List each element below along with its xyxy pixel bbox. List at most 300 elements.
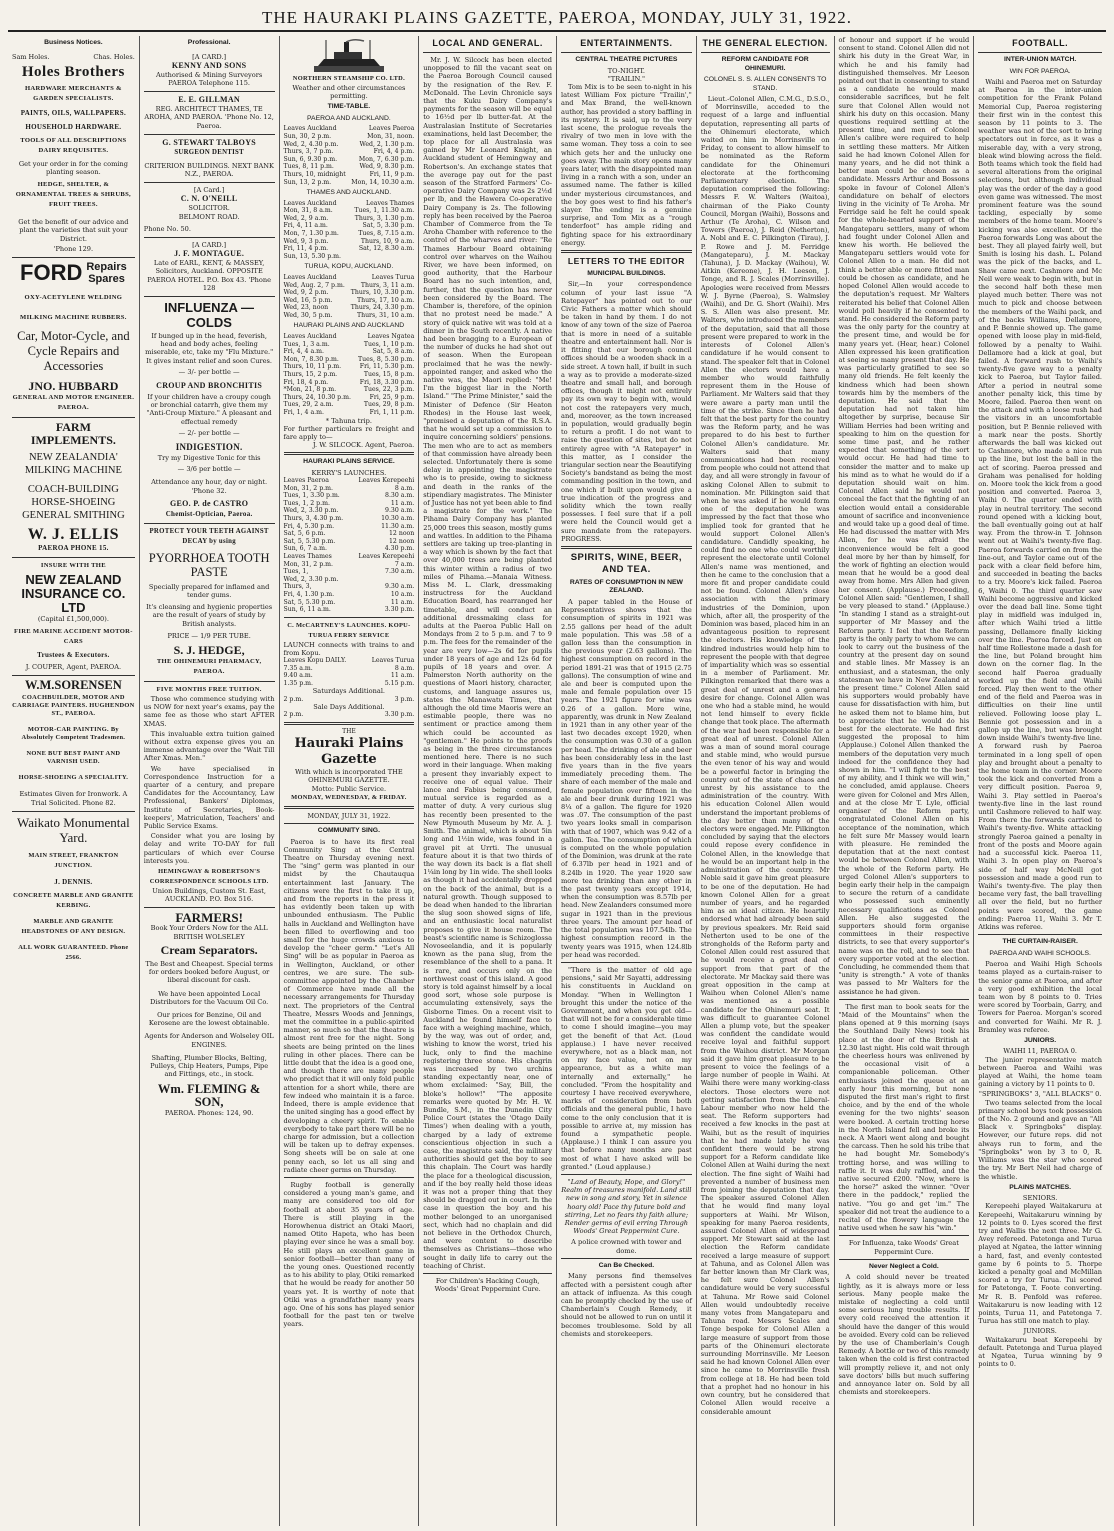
masthead-title: THE HAURAKI PLAINS GAZETTE, PAEROA, MONDAY, JULY 31, 1922. xyxy=(261,8,853,27)
oneill-ad xyxy=(144,183,275,238)
timetable-cell-left: Sun, 6, 11 a.m. xyxy=(283,606,331,614)
ship-text: The first man to book seats for the "Maid of the Mountains" when the plans opened at 9 this morning (says the Southland Daily News) took his place at the door of the British at 12.30 last night. His cold wait through the cheerless hours was enlivened by the occasional visit of a companionable policeman. Other enthusiasts joined the queue at an early hour this morning, but none disputed the first man's right to first choice, and by the end of the whole evening for the two nights' season were booked. A certain trotting horse in the North Island fell and broke its neck. A Maori went along and bought the carcass. Then he sold his tribe that he had bought Mr. Somebody's trotting horse, and was willing to raffle it. It was duly raffled, and the native secured £200. "Now, where is the horse?" asked the winner. "Over there in the paddock," replied the native. "You go and get 'im." The speaker did not treat the audience to a recital of the flowery language the native used when he saw his "win." xyxy=(838,1002,970,1233)
juniors-heading: JUNIORS. xyxy=(1024,1036,1057,1044)
election-heading: THE GENERAL ELECTION. xyxy=(702,38,828,48)
timetable-row xyxy=(284,711,415,719)
milking-rubbers: MILKING MACHINE RUBBERS. xyxy=(20,313,127,321)
marble: MARBLE AND GRANITE HEADSTONES OF ANY DESIGN. xyxy=(21,917,126,935)
union-buildings: Union Buildings, Custom St. East, AUCKLAND. P.O. Box 516. xyxy=(152,887,267,904)
weather-note: Weather and other circumstances permitting. xyxy=(292,84,406,101)
mccartney-launches: C. McCARTNEY'S LAUNCHES. KOPU-TURUA FERRY SERVICE xyxy=(287,621,411,639)
timetable-kerrys-thames xyxy=(284,561,415,614)
timetable-cell-right: 3.30 p.m. xyxy=(384,606,415,614)
holes-brothers-title: Holes Brothers xyxy=(21,63,125,80)
timetable-cell-left: *Mon, 21, 8 p.m. xyxy=(283,386,337,394)
sam-holes: Sam Holes. xyxy=(12,52,50,61)
timetable-cell-right: Fri, 1, 11 p.m. xyxy=(369,408,415,416)
timetable-cell-right: Tues, 1, 10 p.m. xyxy=(363,340,415,348)
timetable-cell-left: Thurs, 10, 11 p.m. xyxy=(283,363,342,371)
hauraki-service: HAURAKI PLAINS SERVICE. xyxy=(303,458,395,466)
masthead xyxy=(8,6,1106,32)
price-tube: PRICE — 1/9 PER TUBE. xyxy=(167,631,251,640)
tuition-text-1: Those who commence studying with us NOW for next year's exams, pay the same fee as those who start AFTER XMAS. xyxy=(143,695,275,728)
column-football xyxy=(974,36,1106,1526)
insure-with: INSURE WITH THE xyxy=(40,561,106,569)
guaranteed: ALL WORK GUARANTEED. Phone 2566. xyxy=(18,943,129,961)
timetable-cell-left: 9.40 a.m. xyxy=(283,672,313,680)
timetable-cell-right: 5.15 p.m. xyxy=(384,679,415,687)
election-text: Lieut.-Colonel Allen, C.M.G., D.S.O., of Morrinsville, acceded to the request of a large and influential deputation, representing all parts of the Ohinemuri electorate, which waited on him in Morrinsville on Friday, to consent to allow himself to be nominated as the Reform candidate for the Ohinemuri electorate at the forthcoming Parliamentary election. The deputation comprised the following: Messrs F. W. Walters (Waitoa), chairman of the Piako County Council, Morgan (Waihi), Bossons and Arthur (Te Aroha), C. Wilson and Towers (Paeroa), J. Reid (Netherton), A. Nobl and E. C. Pilkington (Tirau), J. P. Rowe and J. M. Ferridge (Mangateparu), J. M. Mackay (Tahuna), J. D. Mackay (Waihou), W. Aitkin (Kereone), J. H. Leeson, J. Tonge, and R. J. Scales (Morrinsville). Apologies were received from Messrs W. J. Byrne (Paeroa), S. Walmsley (Waihi), and Dr. G. Short (Waihi). Mrs S. S. Allen was also present. Mr. Walters, who introduced the members of the deputation, said that all those present were prepared to work in the interests of Colonel Allen's candidature if he would consent to stand. The speaker felt that in Colonel Allen the electors would have a member who would faithfully represent them in the House of Parliament. Mr Walters said that they were aware a party man until the time of the strike. Since then he had felt that the best party for the country was the Reform party, and he was prepared to do his best to further Colonel Allen's candidature. Mr. Walters said that many communications had been received from people who could not attend that day, and all were strongly in favour of asking Colonel Allen to submit to nomination. Mr. Pilkington said that when he was asked if he would form one of the deputation he was impressed by the fact that those who implied took for granted that he would support Colonel Allen's candidature. Candidly speaking, he could find no one who could worthily represent the electorate until Colonel Allen's name was mentioned, and then he came to the conclusion that a more fit and proper candidate could not be found. Colonel Allen's close association with the primary industries of the Dominion, upon which, after all, the prosperity of the Dominion was based, placed him in an advantageous position to represent the electors. His knowledge of the kindred industries would help him to represent the people with that degree of impartiality which was so essential in a member of Parliament. Mr. Pilkington remarked that there was a great deal of unrest and a general desire for change. Colonel Allen was one who had a stable mind, he would not lend himself to every fickle change that took place. The aftermath of the war had been responsible for a great deal of unrest. Colonel Allen was a man of sound moral courage and stable mind, who would pursue the even tenor of his way and would be a powerful factor in bringing the country out of the state of chaos and unrest by his assistance to the administration of the country. With his education Colonel Allen would understand the important problems of the day better than many of the electors were engaged. Mr. Pilkington concluded by saying that the electors could repose every confidence in Colonel Allen, in the knowledge that he would be an important help in the administration of the country. Mr Noble said it gave him great pleasure to be one of the deputation. He had known Colonel Allen for a great number of years, and he regarded him as an ideal citizen. He heartily endorsed what had already been said by previous speakers. Mr. Reid said Netherton used to be one of the strongholds of the Reform party and Colonel Allen could rest assured that he would receive a great deal of support from that part of the electorate. Mr Mackay said there was great opposition in the camp at Waihou when Colonel Allen's name was mentioned as a possible candidate for the Ohinemuri seat. It was difficult to guarantee Colonel Allen a plump vote, but the speaker was confident the candidate would receive loyal and faithful support from the Waihou district. Mr Morgan said it gave him great pleasure to be present to voice the feelings of a large number of people in Waihi. At Waihi there were many working-class electors. Those electors were not getting satisfaction from the Liberal-Labour member who now held the seat. The Reform supporters had received a few knocks in the past at Waihi, but as the result of inquiries that he had made lately he was confident there would be strong support for a Reform candidate like Colonel Allen at Waihi during the next election. The fine sight of Waihi had prevented a number of business men from joining the deputation that day. The speaker assured Colonel Allen that he would find many loyal supporters at Waihi. Mr Wilson, speaking for many Paeroa residents, assured Colonel Allen of widespread support. Mr Stewart said at the last election the Reform candidate received a large measure of support at Tahuna, and as Colonel Allen was far better known than Mr Clark was, he felt sure Colonel Allen's candidature would be very successful at Tahuna. Mr Rowe said Colonel Allen would undoubtedly receive many votes from Mangateparu and Tahuna road. Messrs Scales and Tonge bespoke for Colonel Allen a large measure of support from those parts of the Ohinemuri electorate surrounding Morrinsville. Mr Leeson said he had known Colonel Allen ever since he came to Morrinsville fresh from college at 18. He had been told that a prophet had no honour in his own country, but he considered that Colonel Allen would receive a considerable amount xyxy=(700,95,830,1416)
paints-line: PAINTS, OILS, WALLPAPERS. xyxy=(20,108,127,117)
timetable-turua xyxy=(284,282,415,320)
timetable-row xyxy=(284,485,415,493)
saturdays-additional: Saturdays Additional. xyxy=(312,687,386,696)
timetable-row xyxy=(284,545,415,553)
cream-separators: Cream Separators. xyxy=(160,942,258,957)
hedge-ad xyxy=(144,524,275,682)
timetable-row xyxy=(284,253,415,261)
timetable-cell-left: Sat, 5, 6 p.m. xyxy=(283,530,326,538)
timetable-row xyxy=(284,282,415,290)
oxy-line: OXY-ACETYLENE WELDING xyxy=(24,293,123,301)
columns xyxy=(8,36,1106,1526)
fleming-ad xyxy=(144,908,275,1121)
timetable-cell-right: Mon, 31, noon. xyxy=(367,133,415,140)
card-2: [A Card.] xyxy=(193,186,225,195)
thames-auckland: THAMES AND AUCKLAND. xyxy=(306,189,392,197)
timetable-cell-left: Wed, 9, 3 p.m. xyxy=(283,237,329,245)
timetable-row xyxy=(284,568,415,576)
farm-implements-ad xyxy=(12,418,135,558)
castro-name: GEO. P. de CASTRO xyxy=(169,498,249,508)
timetable-cell-left: Mon, 31, 2 p.m. xyxy=(283,484,333,492)
timetable-cell-right: Fri, 25, 9 p.m. xyxy=(369,393,415,401)
timetable-cell-right: Sat, 5, 8 a.m. xyxy=(372,348,415,356)
talboys-sub: SURGEON DENTIST xyxy=(174,148,244,156)
timetable-cell-left: Thurs, 3, 4.30 p.m. xyxy=(283,514,344,522)
hacking-cough-ad: For Children's Hacking Cough, Woods' Great Peppermint Cure. xyxy=(434,1277,541,1294)
pyorrhoea: PYORRHOEA TOOTH PASTE xyxy=(148,550,270,579)
timetable-cell-right: 12 noon xyxy=(389,530,415,538)
card-1: [A CARD.] xyxy=(192,52,227,61)
waikato-ad xyxy=(12,812,135,967)
entertainments-heading: ENTERTAINMENTS. xyxy=(580,38,673,48)
tt-head-6: Leaves Thames Leaves Kerepeehi xyxy=(283,552,415,560)
central-theatre: CENTRAL THEATRE PICTURES xyxy=(575,56,678,63)
turua-kopu: TURUA, KOPU, AUCKLAND. xyxy=(304,263,394,271)
car-repairs: Car, Motor-Cycle, and Cycle Repairs and Accessories xyxy=(17,328,130,373)
main-street: MAIN STREET, FRANKTON JUNCTION. xyxy=(28,851,119,869)
neglect-text: A cold should never be treated lightly, as it is always more or less serious. Many people make the mistake of neglecting a cold until some serious lung trouble results. If every cold received the attention it should have the danger of this would be avoided. Every cold can be relieved by the use of Chamberlain's Cough Remedy. A bottle or two of this remedy taken when the cold is first contracted will promptly relieve it, and not only save doctors' bills but much suffering and annoyance later on. Sold by all chemists and storekeepers. xyxy=(838,1273,970,1397)
column-timetables xyxy=(280,36,420,1526)
timetable-cell-left: Thurs, 3, 7 p.m. xyxy=(283,148,334,156)
timetable-cell-left: Tues, 1, xyxy=(283,568,309,576)
northern-steamship: NORTHERN STEAMSHIP CO. LTD. xyxy=(292,75,405,82)
ford-logo: FORD xyxy=(20,259,83,285)
ellis: W. J. ELLIS xyxy=(27,525,119,543)
timetable-cell-right: 10.30 a.m. xyxy=(381,514,415,522)
timetable-cell-right: Wed, 9, 8.30 p.m. xyxy=(359,163,415,171)
timetable-row xyxy=(284,523,415,531)
timetable-cell-right: Tues, 8, 5.30 p.m. xyxy=(358,355,415,363)
kerrys-launches: KERRY'S LAUNCHES. xyxy=(311,468,387,477)
timetable-cell-right: Tues, 1, 11.30 a.m. xyxy=(354,207,415,215)
local-general-text: Mr. J. W. Silcock has been elected unopposed to fill the vacant seat on the Paeroa Borough Council caused by the resignation of the Rev. F. McDonald. The Levin Chronicle says that the Kuku Dairy Company's payments for the season will be equal to 16½d per lb butter-fat. At the Australasian Institute of Secretaries examinations, held last December, the top place for all Australasia was gained by Mr Leonard Knight, an Auckland student of Hemingway and Robertson's. An exchange states that the average pay out for the past season of the Stratford Farmers' Co-operative Dairy Company was 2s 2½d per lb, and the Hawera Co-operative Dairy Company is 2s. The following reply has been received by the Paeroa Chamber of Commerce from the Te Aroha Chamber with reference to the control of the wharves and river: "Re Thames Harbour Board obtaining control over wharves on the Waihou River, we have been informed, on good authority, that the Harbour Board has no such intention, and, further, that the question has never been considered by the Board. The Chamber is, therefore, of the opinion that no protest need be made." A story of quick native wit was told at a dinner in the South recently. A native had been bragging to a European of the number of ducks he had shot out of season. When the European proclaimed that he was the newly-appointed ranger, and asked who the native was, the Maori replied: "Me! I'm the biggest liar in the North Island." "The Prime Minister," said the Minister of Defence (Sir Heaton Rhodes) in the House last week, "promised a deputation of the R.S.A. that he would set up a commission to inquire concerning soldiers' pensions. The men who are to act as members of that commission have already been selected. Unfortunately there is some delay in appointing the magistrate who is to preside, owing to sickness and death in the ranks of the stipendiary magistrates. The Minister of Justice has not yet been able to find a magistrate for the work." The Pihama Dairy Company has planted 25,000 trees this season, mostly gums and wattles. In addition to the Pihama settlers are taking up tree-planting in a way which is shown by the fact that over 40,000 trees are being planted this winter within a radius of two miles of Pihama.—Manaia Witness. Miss M. L. Clark, dressmaking instructress for the Auckland Education Board, has rearranged her timetable, and will conduct an additional dressmaking class for adults at the Paeroa Public Hall on Mondays from 2 to 5 p.m. and 7 to 9 p.m. The fees for the remainder of the year are very low—2s 6d for pupils under 18 years of age and 12s 6d for pupils of 18 years and over. A Palmerston North authority on the questions of Maori history, character, customs, and language assures us, states the Manawatu Times, that although the old time Maoris were an estimable people, there was no sentiment or practice among them which could be accounted as "gentlemen." He points to the proofs as being in the three circumstances mentioned here. There is no such word in their language. When making a present they invariably expect to receive one of equal value. Their lance and Fabius being consumed, mutual service is regarded as a matter of duty. A very curious slug has recently been presented to the New Plymouth Museum by Mr. A. J. Smith. The animal, which is about 5in long and 1½in wide, was found in a gravel pit at Urrti. The unusual feature about it is that two thirds of the way down its back is a flat shell 1¼in long by 1in wide. The shell looks as though it had accidentally dropped on the back of the animal, but is a natural growth. Though supposed to be dead when handed to the librarian the slug soon showed signs of life, and an enthusiastic local naturalist proposes to give it house room. The beast's scientific name is Schizoglossa Novoseelandia, and it is popularly known as the pana slug, from the resemblance of the shell to a pana. It is rare, and occurs only on the northwest coast of this island. A good story is told against himself by a local good sort, whose sole purpose is accumulating extensively, says the Gisborne Times. On a recent visit to Auckland he found himself face to face with a weighing machine, which, by the way, was out of order, and, wishing to know the worst, tried his luck, only to find the machine registering three stone. His chagrin was increased by two urchins standing expectantly near, one of whom exclaimed: "Say, Bill, the bloke's hollow!" "The apposite remarks were quoted by Mr. H. W. Bundle, S.M., in the Dunedin City Police Court (states the 'Otago Daily Times') when dealing with a youth, charged by a lady of extreme conscientious objection in such a case, the magistrate said, the military authorities should get the boy to see this chaplain. The Court was hardly the place for a theological discussion, and if the boy really held those ideas it was not a proper thing that they should be dragged out in court. In the case in question the boy and his mother belonged to an unorganised sect, which had no chaplain and did not believe in the Orthodox Church, and were content to describe themselves as Christians—those who sought in daily life to carry out the teaching of Christ. xyxy=(423,56,553,1270)
ford-ad xyxy=(12,258,135,418)
hubbard: JNO. HUBBARD xyxy=(28,378,119,393)
gillman-name: E. E. GILLMAN xyxy=(178,95,240,105)
montague-name: J. F. MONTAGUE. xyxy=(174,249,245,259)
gazette-with: With which is incorporated THE OHINEMURI GAZETTE. xyxy=(295,768,403,785)
gillman-ad xyxy=(144,92,275,135)
montague-sub: Late of EARL, KENT, & MASSEY, Solicitors, Auckland. OPPOSITE PAEROA HOTEL. P.O. Box 43. 'Phone 128 xyxy=(147,259,272,292)
protect: PROTECT YOUR TEETH AGAINST DECAY by using xyxy=(149,527,269,545)
timetable-cell-left: Tues, 1, 2 p.m. xyxy=(283,499,330,507)
motor-car-painting: MOTOR-CAR PAINTING. By Absolutely Competent Tradesmen. xyxy=(21,726,126,742)
column-entertainments xyxy=(557,36,697,1526)
timetable-cell-left: 2 p.m. xyxy=(283,695,304,703)
timetable-cell-right: Sat, 12, 8.30 a.m. xyxy=(358,245,415,253)
timetable-row xyxy=(284,696,415,704)
column-professional xyxy=(140,36,280,1526)
hemingway-ad xyxy=(144,682,275,908)
coachbuilder: COACHBUILDER, MOTOR AND CARRIAGE PAINTERS. HUGHENDON ST., PAEROA. xyxy=(12,694,135,718)
neglect-heading: Never Neglect a Cold. xyxy=(868,1262,939,1270)
checked-text: Many persons find themselves affected with a persistent cough after an attack of influenza. As this cough can be promptly checked by the use of Chamberlain's Cough Remedy, it should not be allowed to run on until it becomes troublesome. Sold by all chemists and storekeepers. xyxy=(561,1272,692,1338)
hedge-line: HEDGE, SHELTER, & ORNAMENTAL TREES & SHRUBS, FRUIT TREES. xyxy=(15,181,132,209)
best-cheapest: The Best and Cheapest. Special terms for orders booked before August, or liberal discount for cash. xyxy=(145,959,273,985)
timetable-row xyxy=(284,356,415,364)
couper: J. COUPER, Agent, PAEROA. xyxy=(25,663,122,672)
horseshoeing: HORSE-SHOEING A SPECIALITY. xyxy=(18,774,129,782)
tonight: TO-NIGHT. xyxy=(607,66,645,75)
timetable-cell-right: 8 a.m. xyxy=(394,484,415,492)
timetable-cell-left: Wed, 30, 5 p.m. xyxy=(283,311,333,319)
timetable-cell-left: Thurs, 24, 10.30 p.m. xyxy=(283,393,351,401)
indigestion-text: Try my Digestive Tonic for this xyxy=(157,453,261,462)
timetable-cell-left: Wed, 2, 3.30 p.m. xyxy=(283,507,339,515)
timetable-row xyxy=(284,394,415,402)
professional-heading: Professional. xyxy=(187,39,231,46)
timetable-cell-right: Tues, 29, 8 p.m. xyxy=(363,401,415,409)
croup-title: CROUP AND BRONCHITIS xyxy=(156,380,263,390)
timetable-cell-left: Sun, 6, 7 a.m. xyxy=(283,545,327,553)
concrete: CONCRETE MARBLE AND GRANITE KERBING. xyxy=(13,891,134,909)
inter-union: INTER-UNION MATCH. xyxy=(1003,56,1077,63)
estimates: Estimates Given for Ironwork. A Trial Solicited. Phone 82. xyxy=(19,790,128,807)
allen-consents: COLONEL S. S. ALLEN CONSENTS TO STAND. xyxy=(703,76,827,92)
timetable-cell-right: Thurs, 31, 10 a.m. xyxy=(356,311,415,319)
timetable-row xyxy=(284,156,415,164)
timetable-cell-right: 7 a.m. xyxy=(394,560,415,568)
timetable-cell-right: Mon, 14, 10.30 a.m. xyxy=(351,178,415,186)
timetable-cell-left: Tues, 8, 11 p.m. xyxy=(283,163,334,171)
timetable-row xyxy=(284,561,415,569)
timetable-cell-right: Sat, 5, 3.30 p.m. xyxy=(362,222,415,230)
timetable-row xyxy=(284,207,415,215)
timetable-cell-left: Mon, 7, 8.30 p.m. xyxy=(283,355,339,363)
timetable-row xyxy=(284,672,415,680)
farm-implements: FARM IMPLEMENTS. xyxy=(30,419,116,447)
trustees: Trustees & Executors. xyxy=(37,651,110,660)
old-age-text: "There is the matter of old age pensions," said Mr Sayatti, addressing his constituents in Auckland on Monday. "When in Wellington I brought this under the notice of the Government, and when you get old—that will not be for a considerable time to come I should imagine—you may get the benefit of that Act. (Loud applause.) I have never received everywhere, not as a black man, not on my face value, not on my appearance, but as a white man internally and externally," he concluded. "From the hospitality and courtesy I have received everywhere, marks of consideration from both officials and the general public, I have come to the only conclusion that it is possible to arrive at, my mission has found a sympathetic people. (Applause.) I think I can assure you that before many months are past most of what I have asked will be granted." (Loud applause.) xyxy=(561,965,692,1171)
column-general-election xyxy=(697,36,835,1526)
timetable-cell-left: Tues, 1, 3.30 p.m. xyxy=(283,492,340,500)
timetable-cell-right: Mon, 7, 6.30 p.m. xyxy=(358,155,415,163)
price-2: — 2/- per bottle — xyxy=(178,428,240,437)
timetable-cell-right: Thurs, 10, 3.30 p.m. xyxy=(350,289,415,297)
football-heading: FOOTBALL. xyxy=(1012,38,1069,48)
timetable-row xyxy=(284,401,415,409)
checked-heading: Can Be Checked. xyxy=(598,1261,655,1269)
timetable-cell-left: Thurs, 15, 2 p.m. xyxy=(283,370,338,378)
gazette-the: THE xyxy=(342,728,356,736)
timetable-cell-left: Thurs, 10, midnight xyxy=(283,170,346,178)
tt-head-3: Leaves Auckland Leaves Turua xyxy=(283,273,415,281)
timetable-cell-right: Fri, 18, 3.30 p.m. xyxy=(359,378,415,386)
timetable-cell-right: 7.30 a.m. xyxy=(385,568,415,576)
farmers: FARMERS! xyxy=(175,910,243,926)
spirits-heading: SPIRITS, WINE, BEER, AND TEA. xyxy=(570,551,683,575)
timetable-row xyxy=(284,363,415,371)
timetable-row xyxy=(284,583,415,591)
influenza-text: If bunged up in the head, feverish, head and body aches, feeling miserable, etc, take my "Flu Mixture." It gives instant relief and soon Cures. xyxy=(145,331,274,365)
timetable-cell-left: Mon, 7, 1.30 p.m. xyxy=(283,230,339,238)
timetable-sale-days xyxy=(284,711,415,719)
column-election-continued xyxy=(835,36,975,1526)
timetable-cell-left: Sun, 6, 9.30 p.m. xyxy=(283,155,338,163)
tahuna-note: * Tahuna trip. xyxy=(325,416,372,425)
timetable-hauraki xyxy=(284,341,415,417)
ohinemuri-pharmacy: THE OHINEMURI PHARMACY, PAEROA. xyxy=(156,658,262,676)
timetable-cell-right: Fri, 4, 4 p.m. xyxy=(373,148,415,156)
oneill-name: C. N. O'NEILL xyxy=(180,194,238,204)
timetable-cell-left: Mon, 31, 8 a.m. xyxy=(283,207,333,215)
timetable-cell-left: Wed, 23, noon xyxy=(283,304,329,312)
timetable-cell-right: Thurs, 10, 9 a.m. xyxy=(360,237,415,245)
sorensen-ad xyxy=(12,676,135,811)
agents-vacuum: We have been appointed Local Distributors for the Vacuum Oil Co. xyxy=(149,989,269,1006)
timetable-row xyxy=(284,409,415,417)
timetable-cell-right: Thurs, 3, 11 a.m. xyxy=(360,281,415,289)
timetable-row xyxy=(284,238,415,246)
sorensen: W.M.SORENSEN xyxy=(24,678,122,693)
timetable-kopu xyxy=(284,665,415,688)
timetable-cell-right: 8 a.m. xyxy=(394,664,415,672)
nz-insurance-ad xyxy=(12,558,135,676)
letters-text: Sir,—In your correspondence column of your last issue "A Ratepayer" has pointed out to our Civic Fathers a matter which should be taken in hand by them. I do not know of any town of the size of Paeroa that is more in need of a suitable theatre and entertainment hall. Nor is it fitting that our borough council offices should be a wooden shack in a side street. A town hall, if built in such a way as to provide a moderate-sized theatre and small hall, and borough offices, though it might not entirely pay its own way to begin with, would not cost the ratepayers very much, and, moreover, as the town increased in population, would gradually begin to return a profit. I do not want to raise the question of sites, but do not entirely agree with "A Ratepayer" in this matter, as I consider the triangular section near the Beautifying Society's bandstand as being the most commanding position in the town, and one which if built upon would give a true indication of the progress and solidity which the town really possesses. I feel sure that if a poll were held the Council would get a sure mandate from the ratepayers. PROGRESS. xyxy=(561,280,692,543)
timetable-cell-left: Sat, 5, 5.30 p.m. xyxy=(283,537,336,545)
timetable-cell-left: 2 p.m. xyxy=(283,711,304,719)
nz-milking: NEW ZEALANDIA' MILKING MACHINE xyxy=(24,451,122,476)
timetable-heading: TIME-TABLE. xyxy=(327,103,371,111)
capital: (Capital £1,500,000). xyxy=(37,614,109,623)
timetable-cell-right: Tues, 8, 7.15 a.m. xyxy=(358,230,415,238)
timetable-row xyxy=(284,665,415,673)
timetable-row xyxy=(284,606,415,614)
letters-heading: LETTERS TO THE EDITOR xyxy=(567,255,685,266)
indigestion-title: INDIGESTION. xyxy=(175,441,243,452)
juniors-2-text: Waitakaruru beat Kerepeehi by default. Patetonga and Turua played at Ngatea, Turua winning by 9 points to 0. xyxy=(978,1335,1103,1369)
gazette-title: Hauraki Plains Gazette xyxy=(294,736,404,768)
poem: "Land of Beauty, Hope, and Glory!" Realm of treasures manifold. Land still new in song and story, Yet in silence hoary old! Pace thy future bold and stirring, Let no fears thy faith allure; Render germs of evil erring Through Woods' Great Peppermint Cure. xyxy=(561,1177,692,1236)
timetable-row xyxy=(284,576,415,584)
sale-days: Sale Days Additional. xyxy=(313,703,385,712)
belmont: BELMONT ROAD. xyxy=(178,212,240,221)
timetable-row xyxy=(284,230,415,238)
timetable-cell-left: Wed, 2, 3.30 p.m. xyxy=(283,575,339,583)
talboys-name: G. STEWART TALBOYS xyxy=(162,137,257,147)
criterion: CRITERION BUILDINGS. NEXT BANK N.Z., PAEROA. xyxy=(144,161,274,178)
timetable-cell-right: 11 a.m. xyxy=(390,499,415,507)
tt-head-5: Leaves Paeroa Leaves Kerepeehi xyxy=(283,477,415,485)
timetable-row xyxy=(284,171,415,179)
timetable-cell-left: Sun, 30, 2 p.m. xyxy=(283,133,332,140)
timetable-row xyxy=(284,591,415,599)
gazette-date: MONDAY, JULY 31, 1922. xyxy=(307,811,391,820)
timetable-cell-left: Fri, 11, 4 p.m. xyxy=(283,245,329,253)
timetable-cell-right: 10 a.m. xyxy=(390,590,415,598)
timetable-cell-right: 11 a.m. xyxy=(390,598,415,606)
croup-text: If your children have a croupy cough or bronchial catarrh, give them my "Anti-Croup Mixture." A pleasant and effectual remedy xyxy=(146,392,272,426)
reform-candidate: REFORM CANDIDATE FOR OHINEMURI. xyxy=(721,56,809,72)
timetable-cell-left: Wed, 9, 2 p.m. xyxy=(283,289,329,297)
castro-ad xyxy=(144,297,275,524)
trailin-title: "TRAILIN." xyxy=(607,74,645,83)
timetable-cell-right: Fri, 11, 5.30 p.m. xyxy=(359,363,415,371)
seniors-text: Kerepeehi played Waitakaruru at Kerepeehi, Waitakaruru winning by 12 points to 0. Lyes scored the first try and Wallis the next three. Mr G. Avey refereed. Patetonga and Turua played at Ngatea, the latter winning a hard, fast, and evenly contested game by 6 points to 5. Thorpe kicked a penalty goal and McMillan scored a try for Turua. Tui scored for Patetonga, T. Foote converting. Mr R. B. Penfold was referee. Waitakaruru is now leading with 12 points, Turua 11, and Patetonga 7. Turua has still one match to play. xyxy=(978,1202,1103,1326)
spares-label: Spares xyxy=(88,272,125,285)
timetable-row xyxy=(284,538,415,546)
price-1: — 3/- per bottle — xyxy=(178,367,240,376)
chemist: Chemist-Optician, Paeroa. xyxy=(165,509,253,518)
seniors-heading: SENIORS. xyxy=(1022,1194,1058,1203)
timetable-cell-left: Fri, 4, 4 a.m. xyxy=(283,348,324,356)
timetable-cell-right: 3.30 p.m. xyxy=(384,711,415,719)
rates-consumption: RATES OF CONSUMPTION IN NEW ZEALAND. xyxy=(569,578,683,595)
ellis-phone: PAEROA PHONE 15. xyxy=(38,543,109,552)
timetable-row xyxy=(284,297,415,305)
hemingway-name: HEMINGWAY & ROBERTSON'S CORRESPONDENCE SCHOOLS LTD. xyxy=(149,868,269,886)
timetable-cell-right: 3 p.m. xyxy=(394,695,415,703)
agents-anderson: Agents for Anderson and Wolseley OIL ENGINES. xyxy=(144,1032,274,1049)
timetable-cell-left: 1.35 p.m. xyxy=(283,679,314,687)
community-sing-text: Paeroa is to have its first real Community Sing at the Central Theatre on Thursday evening next. The "sing" germ was planted in our midst by the Chautauqua entertainment last January. The citizens were the first to take it up, and from the reports in the press it has evidently been taken up with unbounded enthusiasm. The Public halls in Auckland and Wellington have been filled to overflowing and too small for the huge crowds anxious to develop the "cheer germ." "Let's All Sing" will be as popular in Paeroa as in Wellington, Auckland, or other centres, we are sure. The sub-committee appointed by the Chamber of Commerce have made all the necessary arrangements for Thursday next. The proprietors of the Central Theatre, Messrs Woods and Jennings, met the committee in a public-spirited manner, so much so that the theatre is almost rent free for the night. Song sheets are being printed on the lines ruling in other places. There can be little doubt that the idea is a good one, and though there are many people who predict that it will only fold public attention for a short while, there are few indeed who maintain it is a farce. Indeed, there is ample evidence that the united singing has a good effect by developing a cheery spirit. To enable everybody to take part there will be no charge for admission, but a collection will be taken up to defray expenses. Song sheets will be on sale at one penny each, so let us all sing and radiate cheer germs on Thursday. xyxy=(283,837,415,1174)
timetable-row xyxy=(284,500,415,508)
kenny-sub: Authorised & Mining Surveyors PAEROA Telephone 115. xyxy=(156,70,263,87)
juniors-2-heading: JUNIORS. xyxy=(1023,1327,1057,1336)
timetable-row xyxy=(284,304,415,312)
timetable-row xyxy=(284,289,415,297)
timetable-row xyxy=(284,530,415,538)
advice-line: Get the benefit of our advice and plant the varieties that suit your District. xyxy=(18,218,129,243)
waihi-11: WAIHI 11, PAEROA 0. xyxy=(1003,1047,1078,1056)
waikato-title: Waikato Monumental Yard. xyxy=(17,814,130,845)
none-but: NONE BUT BEST PAINT AND VARNISH USED. xyxy=(26,750,121,766)
timetable-cell-right: Fri, 11, 9 p.m. xyxy=(369,170,415,178)
tools-line: TOOLS OF ALL DESCRIPTIONS DAIRY REQUISITES. xyxy=(20,136,127,154)
tuition-text-2: This invaluable extra tuition gained without extra expense gives you an immense advantage over the "Wait Till After Xmas. Men." xyxy=(143,729,275,763)
tt-head-4: Leaves Auckland Leaves Ngatea xyxy=(283,332,415,340)
general-motor: GENERAL AND MOTOR ENGINEER. xyxy=(12,393,135,401)
gillman-sub: REG. ARCHITECT THAMES, TE AROHA, AND PAEROA. 'Phone No. 12, Paeroa. xyxy=(144,105,274,130)
police-line: A police crowned with tower and dome. xyxy=(571,1238,682,1255)
timetable-cell-right: Thurs, 24, 3.30 p.m. xyxy=(350,304,415,312)
timetable-paeroa xyxy=(284,133,415,186)
timetable-cell-right: Tues, 15, 8 p.m. xyxy=(363,370,415,378)
timetable-row xyxy=(284,379,415,387)
timetable-cell-right: Thurs, 3, 1.30 p.m. xyxy=(354,214,415,222)
timetable-cell-right: 11 a.m. xyxy=(390,672,415,680)
mccartney-sub: LAUNCH connects with trains to and from Kopu. xyxy=(283,640,415,657)
silcock-agent: J. W. SILCOCK. Agent, Paeroa. xyxy=(312,441,415,450)
curtain-text: Paeroa and Waihi High Schools teams played as a curtain-raiser to the senior game at Paeroa, and after a very good exhibition the local team won by 8 points to 0. Tries were scored by Toorbain, Garry, and Towers for Paeroa. Morgan's scored and converted for Waihi. Mr R. J. Bramley was referee. xyxy=(978,960,1103,1034)
timetable-row xyxy=(284,163,415,171)
timetable-cell-left: Fri, 1, 4 a.m. xyxy=(283,408,324,416)
community-sing-heading: COMMUNITY SING. xyxy=(317,827,380,835)
win-for-paeroa: WIN FOR PAEROA. xyxy=(1009,67,1071,75)
book-order: Book Your Orders Now for the ALL BRITISH WOLSELEY xyxy=(150,924,268,941)
timetable-cell-left: Fri, 4, 11 a.m. xyxy=(283,222,328,230)
hauraki-auckland: HAURAKI PLAINS AND AUCKLAND xyxy=(293,322,405,330)
timetable-cell-right: 8.30 a.m. xyxy=(385,492,415,500)
repairs-label: Repairs xyxy=(86,260,127,273)
timetable-cell-left: Wed, Aug. 2, 7 p.m. xyxy=(283,281,345,289)
timetable-row xyxy=(284,515,415,523)
fire-marine: FIRE MARINE ACCIDENT MOTOR-CARS xyxy=(14,628,133,646)
timetable-row xyxy=(284,245,415,253)
rugby-text: Rugby football is generally considered a young man's game, and many are considered too old for football at about 35 years of age. There is still playing in the Horowhenua district an Otaki Maori, named Otito Hapeta, who has been playing ever since he was a small boy. He still plays an excellent game in senior football—better than many of the young ones. Questioned recently as to his ability to play, Otiki remarked that he would be ready for another 50 years yet. It is worthy of note that Otiki was a grandfather many years ago. One of his sons has played senior football for the past ten or twelve years. xyxy=(283,1180,415,1329)
timetable-cell-left: Tues, 29, 2 a.m. xyxy=(283,401,334,409)
fleming-sub: PAEROA. Phones: 124, 90. xyxy=(164,1109,254,1118)
coach-building: COACH-BUILDING HORSE-SHOEING GENERAL SMITHING xyxy=(22,483,125,521)
household-line: HOUSEHOLD HARDWARE. xyxy=(25,122,122,131)
column-business-notices xyxy=(8,36,140,1526)
tuition-text-3: We have specialised in Correspondence Instruction for a quarter of a century, and prepare Candidates for the Accountancy, Law Professional, Bankers' Diplomas, Institute of Secretaries, Book-keepers', Matriculation, Teachers' and Public Service Exams. xyxy=(143,764,275,831)
election-continued-text: of honour and support if he would consent to stand. Colonel Allen did not shirk his duty in the Great War, in which he and his family had distinguished themselves. Mr Leeson pointed out that in consenting to stand as a candidate he would make considerable sacrifices, but he felt sure that Colonel Allen would not shirk his duty on this occasion. Many questions required settling at the present time, and men of Colonel Allen's calibre were required to help in settling these matters. Mr Aitken said he had known Colonel Allen for many years, and he did not think a better man could be chosen as a candidate. Messrs Arthur and Bossons spoke in favour of Colonel Allen's candidature on behalf of electors living in the vicinity of Te Aroha. Mr Ferridge said he felt he could speak for the whole-hearted support of the Mangateparu settlers, many of whom had fought under Colonel Allen and knew his worth. He believed the Mangateparu settlers would vote for Colonel Allen to a man. He did not think a better able or more fitted man could be chosen as candidate, and he hoped Colonel Allen would accede to the deputation's request. Mr Walters reiterated his belief that Colonel Allen would poll heavily if he consented to stand. He considered the Reform party was the only party for the country at the present time, and would be for many years yet. (Hear, hear.) Colonel Allen expressed his keen gratification at seeing so many present that day. He was particularly gratified to see so many old friends. He felt keenly the kindness which had been shown towards him by the members of the deputation. He said that the deputation had not taken him altogether by surprise, because Sir William Herries had been writing and speaking to him on the question for some time past, and he rather expected that something of the sort would occur. He had had time to consider the matter and to make up his mind as to what he would do if a deputation should wait on him. Colonel Allen said he would not conceal the fact that the fighting of an election would entail a considerable amount of sacrifice and inconvenience and would take up a good deal of time. He had discussed the matter with Mrs Allen, for he was afraid the inconvenience would be felt a good deal more by her than by himself, for the work of fighting an election would mean that he would be a good deal away from home. Mrs Allen had given her consent. (Applause.) Proceeding, Colonel Allen said: "Gentlemen, I shall be very pleased to stand." (Applause.) "In standing I stand as a straight-out supporter of Mr Massey and the Reform party. I feel that the Reform party is the only party to whom we can look to carry out the business of the country at the present day on sound and stable lines. Mr Massey is an enthusiast, and a statesman, the only statesman we have in New Zealand at the present time." Colonel Allen said his supporters would probably have cause for dissatisfaction with him, but he asked them not to blame him, but to appreciate that he would do his best for the electorate. He had first suggested the proposal to him (Applause.) Colonel Allen thanked the members of the deputation very much indeed for the confidence they had shown in him. "I will fight to the best of my ability, and I think we will win," he concluded, amid applause. Cheers were given for Colonel and Mrs Allen, and at the close Mr T. Lyle, official organiser of the Reform party, congratulated Colonel Allen on his acceptance of the nomination, which he felt sure Mr Massey would learn with pleasure. He reminded the deputation that at the next contest would be between Colonel Allen, with the whole of the Reform party. He urged Colonel Allen's supporters to begin early their help in the campaign to secure the return of a candidate who possessed such eminently necessary qualifications as Colonel Allen. He also suggested the supporters should form organise committees in their respective districts, to see that every supporter's name was on the roll, and to see that every supporter voted at the election. Concluding, he commended them that "unity is strength." A vote of thanks was passed to Mr Walters for the assistance he had given. xyxy=(838,36,970,996)
timetable-cell-right: Thurs, 17, 10 a.m. xyxy=(356,296,415,304)
timetable-saturdays xyxy=(284,696,415,704)
montague-ad xyxy=(144,238,275,297)
timetable-row xyxy=(284,312,415,320)
timetable-cell-left: Wed, 2, 4.30 p.m. xyxy=(283,140,339,148)
football-text: Waihi and Paeroa met on Saturday at Paeroa in the inter-union competition for the Frank Poland Memorial Cup, Paeroa registering their first win in the contest this season by 11 points to 3. The weather was not of the sort to bring spectators out in force, as it was a miserable day, with a very strong, bleak wind blowing across the field. Both teams which took the field had several alterations from the original selections, but although individual play was the order of the day a good even game was witnessed. The most prominent feature was the sound tackling, especially by some members of the home team. Moore's kicking was also excellent. Of the Paeroa forwards Long was about the best. They all played fairly well, but Smith is losing his dash. L. Poland was the pick of the backs, and L. Shaw came next. Cashmore and Mc Neil were weak to begin with, but in the second half both these men played much better. There was not much to pick and choose between the members of the Waihi pack, and of the backs Williams, Dellamore, and P. Bennie showed up. The game opened with loose play in mid-field, followed by a penalty to Waihi. Dellamore had a kick at goal, but failed. A forward rush to Waihi's twenty-five gave way to a penalty kick to Paeroa, but Taylor failed. After a period in neutral some another penalty kick, this time by Moore, failed. Paeroa then went on the attack and with a loose rush had the visitors in an uncomfortable position, but P. Bennie relieved with a mark near the posts. Shortly afterwards the ball was kicked out to Cashmore, who made a nice run up the line, but lost the ball in the act of scoring. Paeroa pressed and Graham was penalised for holding on. Moore took the kick from a good position and converted. Paeroa 3, Waihi 0. The quarter ended with play in neutral territory. The second round opened with a kicking bout, the ball eventually going out at half way. From the throw-in T. Johnson went out at Waihi's twenty-five flag. Paeroa forwards carried on from the line-out, and Taylor came out of the pack with a clear field before him, and succeeded in beating the backs to a try. Moore's kick failed. Paeroa 6, Waihi 0. The third quarter saw Waihi become aggressive and kicked over the dead ball line. Some tight play in midfield was indulged in, after which Waihi tried a little passing, Dellamore finally kicking over the line. Paeroa forced. Just on half time Rollestone made a dash for the line, but Poland brought him down on the corner flag. In the second half Paeroa gradually worked up the field and Waihi forced. Play then went to the other end of the field and Paeroa was in difficulties on their line until relieved. Following loose play L. Bennie got possession and in a gallop up the line, but was brought down inside Waihi's twenty-five line. A forward rush by Paeroa terminated in a long spell of open play and brought about a penalty to the home team in the corner. Moore took the kick and converted from a very difficult position. Paeroa 9, Waihi 3. Play settled in Paeroa's twenty-five line in the last round until Cashmore relieved to half way. From there the forwards carried to Waihi's twenty-five. White attacking strongly Paeroa gained a penalty in front of the posts and Moore again had a successful kick. Paeroa 11, Waihi 3. In open play on Paeroa's side of half way McNeill got possession and made a good run to Waihi's twenty-five. The play then became very fast, the ball travelling all over the field, but no further points were scored, the game ending: Paeroa 11, Waihi 3. Mr T. Atkins was referee. xyxy=(978,78,1103,931)
timetable-cell-left: Sun, 13, 5.30 p.m. xyxy=(283,252,341,260)
timetable-kerrys xyxy=(284,485,415,553)
timetable-cell-left: Wed, 2, 9 a.m. xyxy=(283,214,329,222)
plains-matches: PLAINS MATCHES. xyxy=(1009,1183,1072,1191)
chas-holes: Chas. Holes. xyxy=(93,52,135,61)
timetable-row xyxy=(284,348,415,356)
timetable-row xyxy=(284,492,415,500)
dennis: J. DENNIS. xyxy=(54,877,93,886)
timetable-row xyxy=(284,148,415,156)
springboks-text: Two teams selected from the local primary school boys took possession of the No. 2 ground and gave an "All Black v. Springboks" display. However, our future reps. did not always run to form, and the "Springboks" won by 3 to 0, R. Williams was the star who scored the try. Mr Bert Neil had charge of the whistle. xyxy=(978,1098,1103,1181)
gazette-days: MONDAY, WEDNESDAY, & FRIDAY. xyxy=(291,793,407,801)
paeroa-waihi-schools: PAEROA AND WAIHI SCHOOLS. xyxy=(989,949,1091,957)
timetable-cell-left: Fri, 18, 4 p.m. xyxy=(283,378,329,386)
spirits-text: A paper tabled in the House of Representatives shows that the consumption of spirits in 1921 was 2.55 gallons per head of the adult male population. This was .58 of a gallon less than the consumption in the previous year (2.63 gallons). The highest consumption on record in the period 1891-21 was that of 1915 (2.75 gallons). The consumption of wine and ale and beer is computed upon the male and female population over 15 years. The 1921 figure for wine was 0.26 of a gallon. More wine, apparently, was drunk in New Zealand in 1921 than in any other year of the last two decades except 1920, when the consumption was 0.30 of a gallon per head. The drinking of ale and beer has been considerably less in the last five years than in the five years immediately preceding them. The share of each member of the male and female population over fifteen in the ale and beer drunk during 1921 was 8¼ of a gallon. The figure for 1920 was .07. The consumption of the past two years looks small in comparison with that of 1907, which was 9.42 of a gallon. Tea. The consumption of which is computed on the whole population of the Dominion, was drunk at the rate of 6.37lb per head in 1921 and of 8.24lb in 1920. The year 1920 saw more tea drinking than any other in the past twenty years except 1914, when the consumption was 8.57lb per head. New Zealanders consumed more sugar in 1921 than in the previous three years. The amount per head of the total population was 107.54lb. The highest consumption record in the twenty years was 1915, when 124.8lb per head was recorded. xyxy=(561,597,692,959)
business-notices-heading: Business Notices. xyxy=(44,39,103,46)
timetable-cell-right: 12 noon xyxy=(389,537,415,545)
fleming-name: Wm. FLEMING & SON, xyxy=(157,1082,261,1110)
timetable-cell-right: Wed, 2, 1.30 p.m. xyxy=(359,140,415,148)
paeroa-1: PAEROA. xyxy=(57,403,89,411)
timetable-cell-left: Fri, 4, 1.30 p.m. xyxy=(283,590,335,598)
timetable-cell-right: 9.30 a.m. xyxy=(385,583,415,591)
five-months: FIVE MONTHS FREE TUITION. xyxy=(156,686,262,694)
timetable-row xyxy=(284,680,415,688)
